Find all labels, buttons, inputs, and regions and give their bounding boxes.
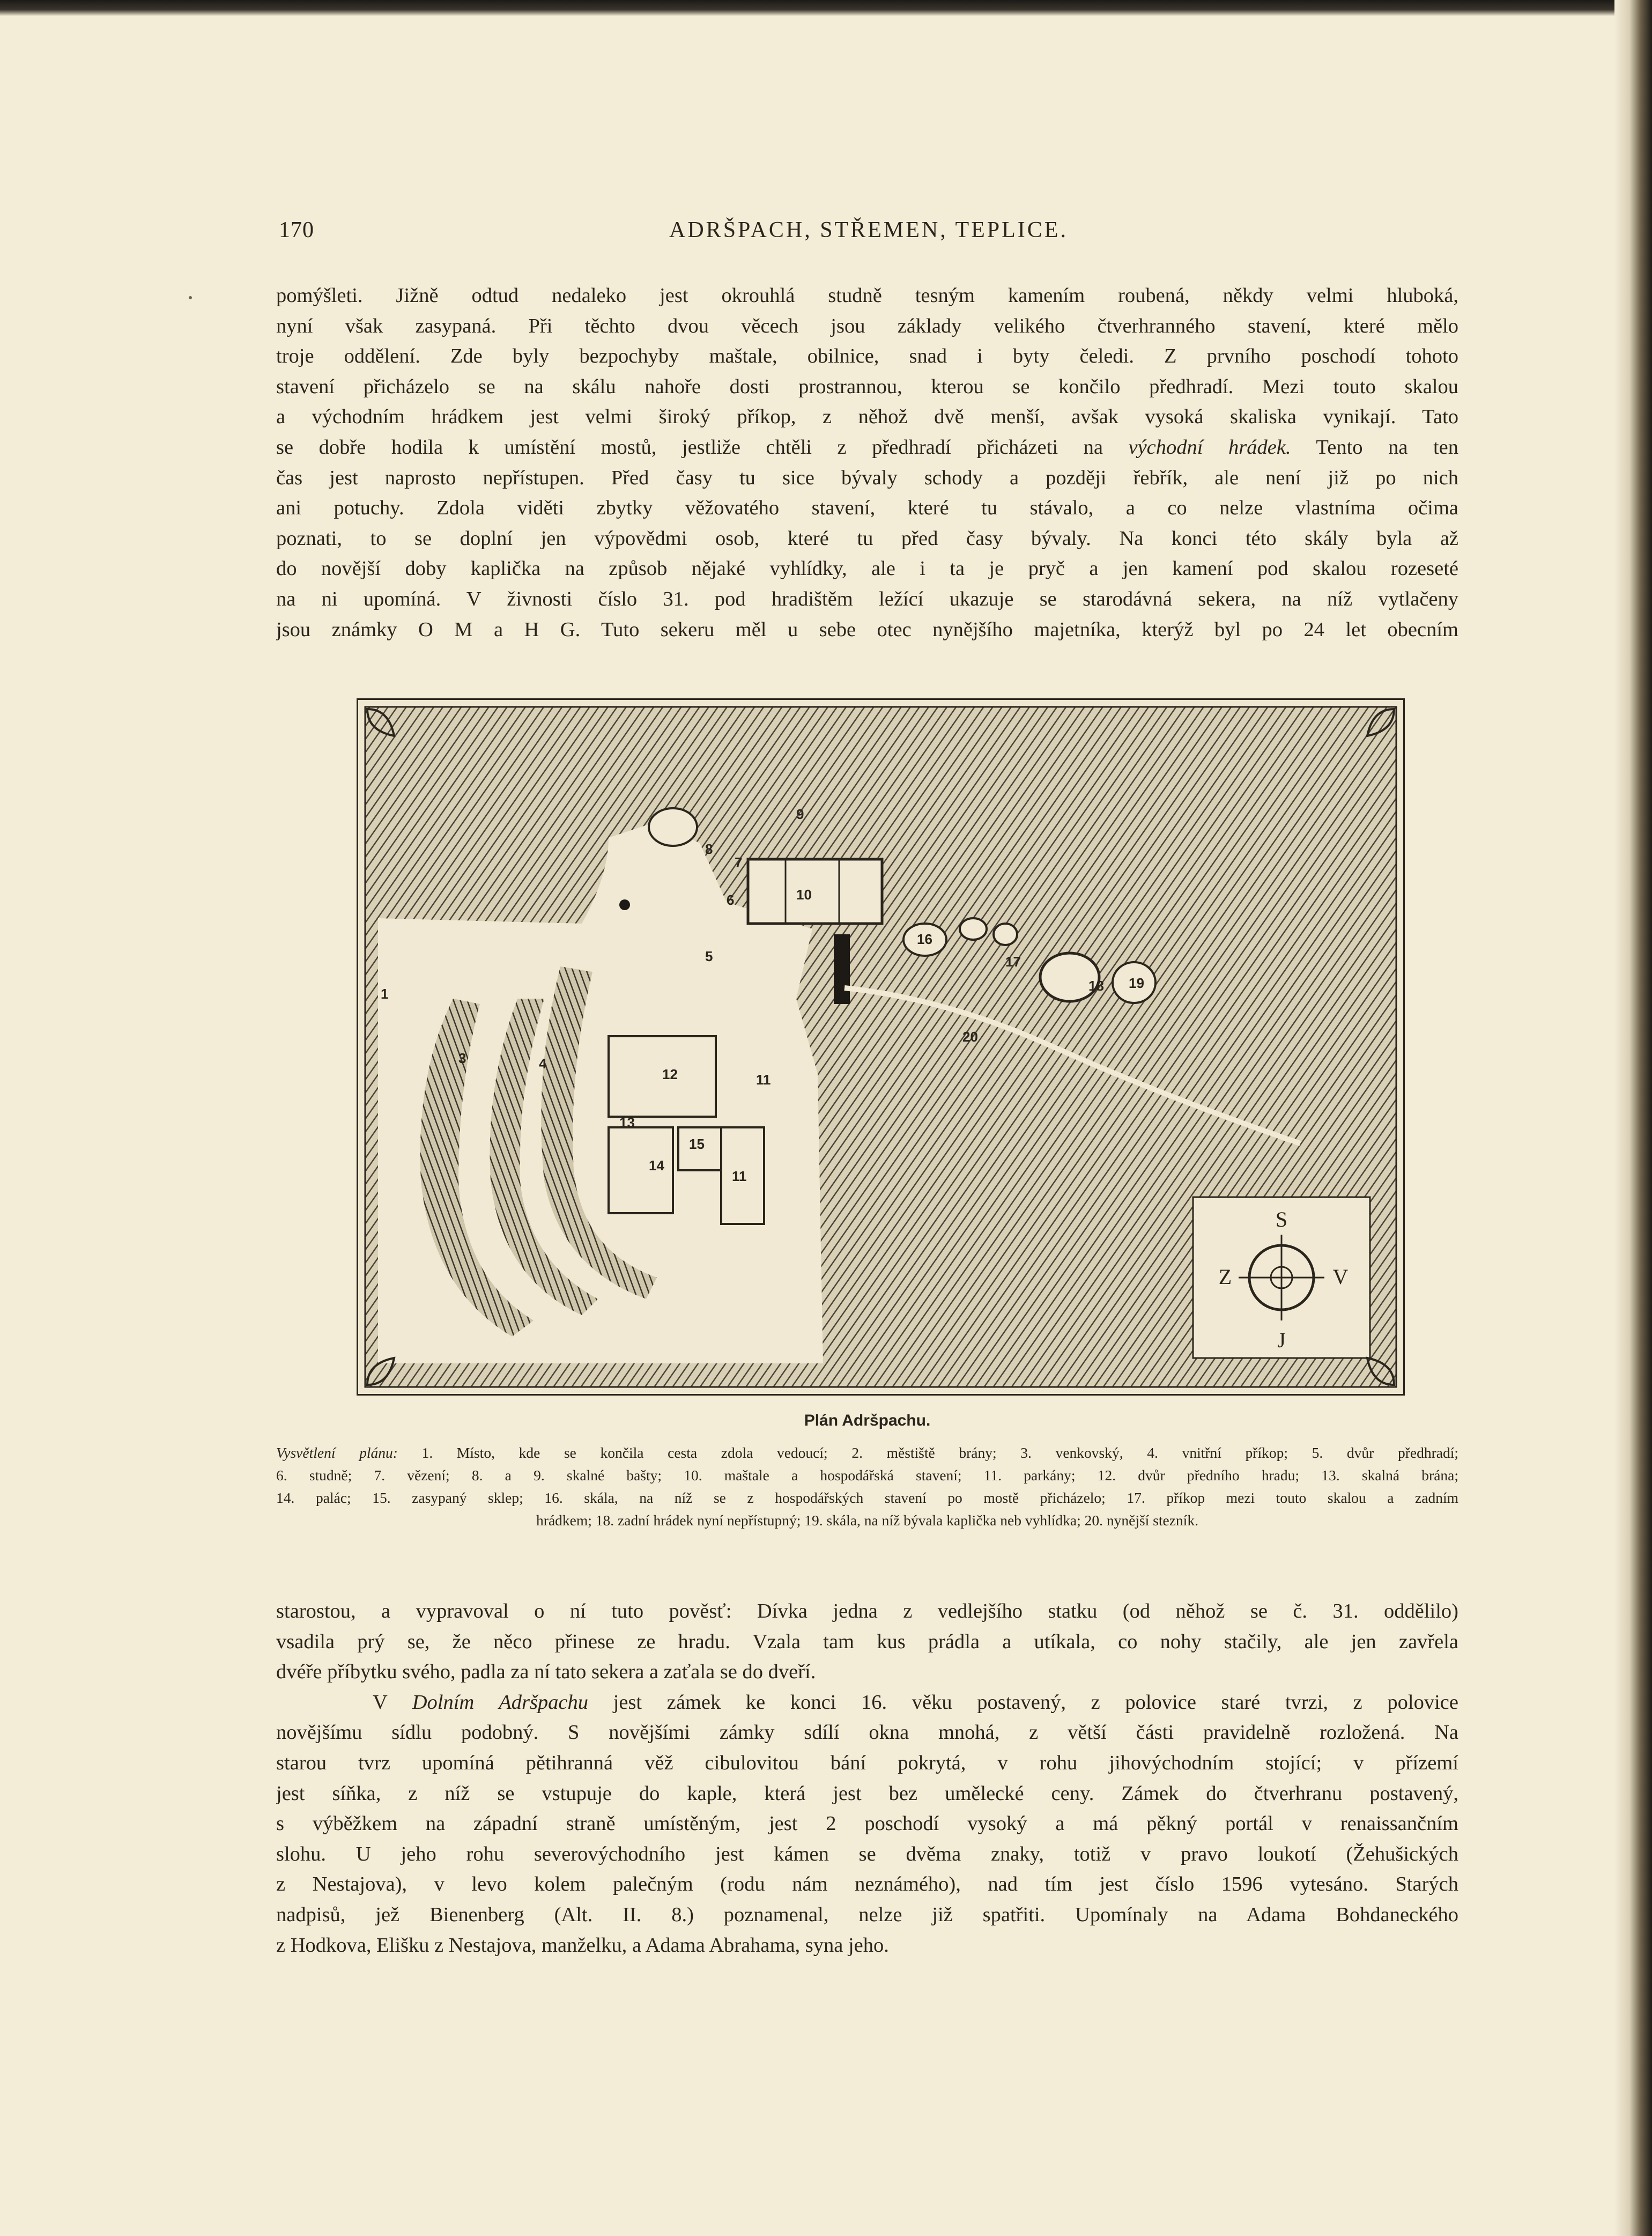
page-header [279, 217, 1458, 249]
stables-building [748, 859, 882, 924]
paragraph-bottom [276, 1596, 1458, 1960]
text-line: jest síňka, z níž se vstupuje do kaple, která jest bez umělecké ceny. Zámek do čtverhranu postavený, [276, 1782, 1458, 1805]
text-line-with-italic [276, 1687, 1458, 1718]
figure-legend [276, 1442, 1458, 1532]
map-label: 5 [705, 948, 713, 964]
map-label: 18 [1088, 978, 1104, 994]
legend-line: 6. studně; 7. vězení; 8. a 9. skalné bašty; 10. maštale a hospodářská stavení; 11. parkány; 12. dvůr předního hradu; 13. skalná brána; [276, 1467, 1458, 1484]
map-label: 19 [1129, 975, 1144, 991]
compass-west: Z [1218, 1265, 1232, 1289]
page-number: 170 [279, 218, 314, 242]
castle-plan-map [357, 698, 1405, 1396]
text-line-with-italic [276, 432, 1458, 463]
text-line: a východním hrádkem jest velmi široký příkop, z něhož dvě menší, avšak vysoká skaliska vynikají. Tato [276, 405, 1458, 429]
map-label: 11 [756, 1072, 771, 1088]
map-label: 1 [381, 986, 389, 1002]
map-label: 14 [649, 1157, 664, 1174]
text-line: do novější doby kaplička na způsob nějaké vyhlídky, ale i ta je pryč a jen kamení pod skalou rozeseté [276, 557, 1458, 580]
legend-line: hrádkem; 18. zadní hrádek nyní nepřístupný; 19. skála, na níž bývala kaplička neb vyhlídka; 20. nynější stezník. [536, 1512, 1198, 1529]
legend-intro: Vysvětlení plánu: [276, 1444, 398, 1461]
map-label: 17 [1005, 954, 1021, 970]
map-label: 15 [689, 1136, 705, 1152]
map-label: 11 [732, 1168, 747, 1184]
text-line: jsou známky O M a H G. Tuto sekeru měl u sebe otec nynějšího majetníka, kterýž byl po 24 let obecním [276, 618, 1458, 641]
paragraph-top [276, 281, 1458, 645]
rear-keep [1040, 953, 1099, 1001]
page-edge-right [1614, 0, 1652, 2236]
bastion-9 [649, 808, 697, 846]
bridge-pier [834, 934, 850, 1004]
text-line: dvéře příbytku svého, padla za ní tato sekera a zaťala se do dveří. [276, 1661, 816, 1684]
italic-phrase: východní hrádek. [1128, 436, 1291, 459]
compass-north: S [1275, 1207, 1288, 1231]
map-label: 12 [662, 1066, 678, 1082]
map-label: 4 [539, 1056, 547, 1072]
text-fragment: jest zámek ke konci 16. věku postavený, z polovice staré tvrzi, z polovice [613, 1691, 1458, 1714]
text-line: s výběžkem na západní straně umístěným, jest 2 poschodí vysoký a má pěkný portál v renaissančním [276, 1812, 1458, 1835]
text-line: ani potuchy. Zdola viděti zbytky věžovatého stavení, které tu stávalo, a co nelze vlastníma očima [276, 497, 1458, 520]
legend-text: 1. Místo, kde se končila cesta zdola vedoucí; 2. městiště brány; 3. venkovský, 4. vnitřní příkop; 5. dvůr předhradí; [421, 1444, 1458, 1461]
text-line: pomýšleti. Jižně odtud nedaleko jest okrouhlá studně tesným kamením roubená, někdy velmi hluboká, [276, 284, 1458, 307]
text-fragment: se dobře hodila k umístění mostů, jestliže chtěli z předhradí přicházeti na [276, 436, 1103, 459]
map-label: 16 [917, 931, 932, 947]
castle-plan-figure [357, 698, 1405, 1396]
text-line: poznati, to se doplní jen výpovědmi osob, které tu před časy bývaly. Na konci této skály byla až [276, 527, 1458, 550]
text-line: z Hodkova, Elišku z Nestajova, manželku, a Adama Abrahama, syna jeho. [276, 1934, 889, 1957]
rock-17b [994, 924, 1017, 945]
text-line: z Nestajova), v levo kolem palečným (rodu nám neznámého), nad tím jest číslo 1596 vytesáno. Starých [276, 1873, 1458, 1896]
compass-east: V [1332, 1265, 1349, 1289]
map-label: 20 [962, 1029, 978, 1045]
text-line: slohu. U jeho rohu severovýchodního jest kámen se dvěma znaky, totiž v pravo loukotí (Žehušických [276, 1842, 1458, 1865]
text-line: vsadila prý se, že něco přinese ze hradu. Vzala tam kus prádla a utíkala, co nohy stačily, ale jen zavřela [276, 1630, 1458, 1653]
text-line: starostou, a vypravoval o ní tuto pověsť: Dívka jedna z vedlejšího statku (od něhož se č. 31. oddělilo) [276, 1600, 1458, 1622]
text-line: čas jest naprosto nepřístupen. Před časy tu sice bývaly schody a později řebřík, ale není již po nich [276, 466, 1458, 489]
rock-17a [960, 918, 987, 940]
map-label: 3 [458, 1050, 466, 1066]
running-title: ADRŠPACH, STŘEMEN, TEPLICE. [669, 218, 1068, 242]
figure-caption-title: Plán Adršpachu. [804, 1412, 931, 1429]
map-label: 8 [705, 841, 713, 857]
page-edge-top [0, 0, 1652, 16]
text-line: nyní však zasypaná. Při těchto dvou věcech jsou základy velikého čtverhranného stavení, které mělo [276, 314, 1458, 337]
text-line: starou tvrz upomíná pětihranná věž cibulovitou bání pokrytá, v rohu jihovýchodním stojící; v přízemí [276, 1751, 1458, 1774]
compass-south: J [1277, 1328, 1286, 1352]
text-fragment: V [373, 1691, 388, 1714]
map-label: 9 [796, 806, 804, 822]
text-line: na ni upomíná. V živnosti číslo 31. pod hradištěm ležící ukazuje se starodávná sekera, na níž vytlačeny [276, 587, 1458, 610]
paper-speck [189, 296, 192, 299]
italic-place: Dolním Adršpachu [412, 1691, 589, 1714]
text-line: stavení přicházelo se na skálu nahoře dosti prostrannou, kterou se končilo předhradí. Mezi touto skalou [276, 375, 1458, 398]
text-fragment: Tento na ten [1316, 436, 1458, 459]
text-line: novějšímu sídlu podobný. S novějšími zámky sdílí okna mnohá, z větší části pravidelně rozložená. Na [276, 1721, 1458, 1744]
legend-line [276, 1442, 1458, 1464]
map-label: 13 [619, 1115, 635, 1131]
text-line: nadpisů, jež Bienenberg (Alt. II. 8.) poznamenal, nelze již spatřiti. Upomínaly na Adama Bohdaneckého [276, 1903, 1458, 1926]
well [619, 899, 630, 910]
map-label: 7 [735, 854, 743, 870]
map-label: 6 [727, 892, 735, 908]
map-label: 10 [796, 887, 812, 903]
text-line: troje oddělení. Zde byly bezpochyby maštale, obilnice, snad i byty čeledi. Z prvního poschodí tohoto [276, 345, 1458, 368]
legend-line: 14. palác; 15. zasypaný sklep; 16. skála, na níž se z hospodářských stavení po mostě přicházelo; 17. příkop mezi touto skalou a zadním [276, 1489, 1458, 1506]
